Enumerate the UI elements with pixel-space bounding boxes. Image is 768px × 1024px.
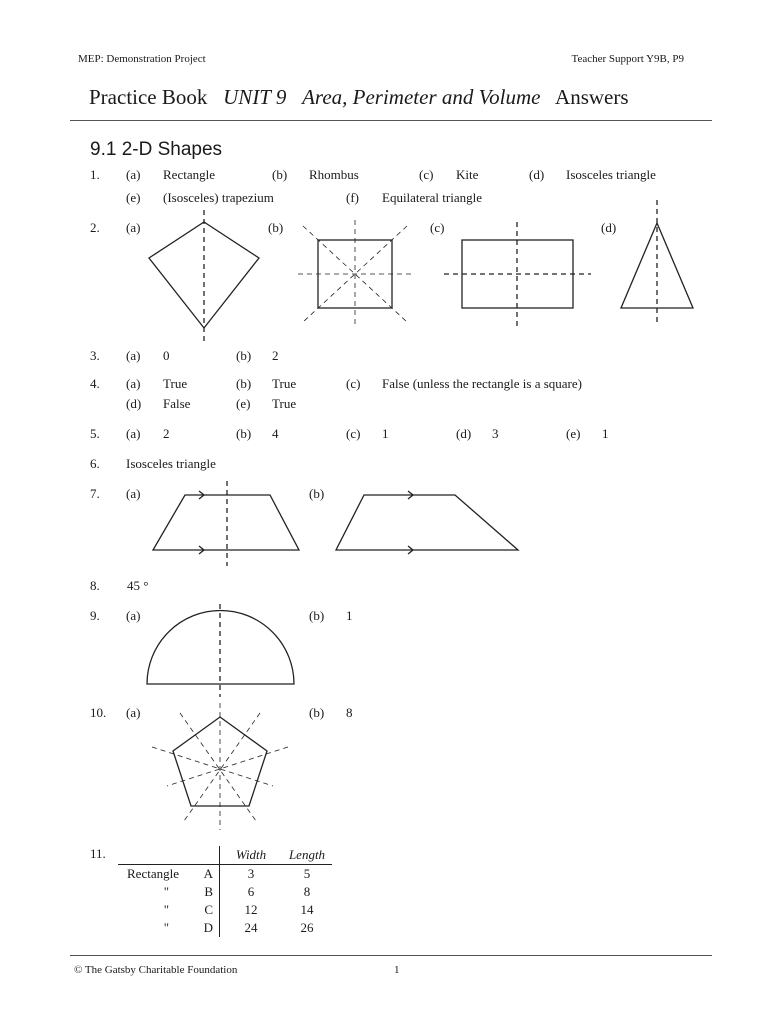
q11-number: 11. [90,846,106,861]
q1-number: 1. [90,167,100,182]
q5-c-label: (c) [346,426,361,441]
q5-number: 5. [90,426,100,441]
semicircle-shape [147,610,294,684]
title-book: Practice Book [89,85,208,109]
row-length: 26 [300,920,314,935]
q1-c-answer: Kite [456,167,479,182]
q10-number: 10. [90,705,107,720]
footer-rule [70,955,712,956]
row-length: 14 [300,902,314,917]
pentagon-symmetry-line [184,713,260,821]
q4-number: 4. [90,376,100,391]
q5-b-label: (b) [236,426,252,441]
q3-a-label: (a) [126,348,141,363]
q1-e-answer: (Isosceles) trapezium [163,190,274,205]
q9-b-label: (b) [309,608,325,623]
trapezium-a-shape [153,495,299,550]
q4-e-answer: True [272,396,297,411]
table-header-width: Width [220,846,283,865]
q1-e-label: (e) [126,190,141,205]
q1-d-label: (d) [529,167,545,182]
q2-d-label: (d) [601,220,617,235]
q5-d-answer: 3 [492,426,499,441]
q4-a-label: (a) [126,376,141,391]
q7-number: 7. [90,486,100,501]
q4-e-label: (e) [236,396,251,411]
row-width: 6 [220,883,283,901]
row-letter: D [203,920,213,935]
title-topic: Area, Perimeter and Volume [302,85,541,109]
row-name: " [163,920,169,935]
q8-number: 8. [90,578,100,593]
q5-a-label: (a) [126,426,141,441]
q10-b-answer: 8 [346,705,353,720]
header-support: Teacher Support Y9B, P9 [571,53,684,65]
q7-b-label: (b) [309,486,325,501]
row-width: 12 [220,901,283,919]
q5-d-label: (d) [456,426,472,441]
q1-a-label: (a) [126,167,141,182]
pentagon-symmetry-line [180,713,256,821]
row-name: Rectangle [118,865,179,884]
q5-e-answer: 1 [602,426,609,441]
q1-a-answer: Rectangle [163,167,215,182]
q1-c-label: (c) [419,167,434,182]
q9-b-answer: 1 [346,608,353,623]
q3-b-label: (b) [236,348,252,363]
row-length: 5 [282,865,332,884]
q2-c-label: (c) [430,220,445,235]
q1-b-label: (b) [272,167,288,182]
q1-f-answer: Equilateral triangle [382,190,482,205]
q3-number: 3. [90,348,100,363]
q9-a-label: (a) [126,608,141,623]
row-letter: B [204,884,213,899]
q1-f-label: (f) [346,190,359,205]
q1-d-answer: Isosceles triangle [566,167,656,182]
row-name: " [163,884,169,899]
row-letter: A [179,865,220,884]
row-width: 24 [220,919,283,937]
q5-b-answer: 4 [272,426,279,441]
q4-a-answer: True [163,376,188,391]
q4-b-answer: True [272,376,297,391]
trapezium-b-shape [336,495,518,550]
q1-b-answer: Rhombus [309,167,359,182]
page-number: 1 [394,964,400,976]
row-width: 3 [220,865,283,884]
section-title: 9.1 2-D Shapes [90,139,223,160]
q3-b-answer: 2 [272,348,279,363]
q7-a-label: (a) [126,486,141,501]
footer-copyright: © The Gatsby Charitable Foundation [74,964,238,976]
q6-answer: Isosceles triangle [126,456,216,471]
q4-d-label: (d) [126,396,142,411]
q10-b-label: (b) [309,705,325,720]
title-unit: UNIT 9 [223,85,287,109]
q4-c-label: (c) [346,376,361,391]
row-length: 8 [303,884,311,899]
q4-b-label: (b) [236,376,252,391]
q2-b-label: (b) [268,220,284,235]
q5-a-answer: 2 [163,426,170,441]
q4-c-answer: False (unless the rectangle is a square) [382,376,582,391]
row-name: " [163,902,169,917]
q8-answer: 45 ° [127,578,149,593]
q2-number: 2. [90,220,100,235]
q4-d-answer: False [163,396,191,411]
row-letter: C [204,902,213,917]
q5-c-answer: 1 [382,426,389,441]
q6-number: 6. [90,456,100,471]
q3-a-answer: 0 [163,348,170,363]
header-project: MEP: Demonstration Project [78,53,206,65]
table-header-length: Length [288,847,326,862]
title-answers: Answers [555,85,629,109]
q5-e-label: (e) [566,426,581,441]
q9-number: 9. [90,608,100,623]
q2-a-label: (a) [126,220,141,235]
q10-a-label: (a) [126,705,141,720]
